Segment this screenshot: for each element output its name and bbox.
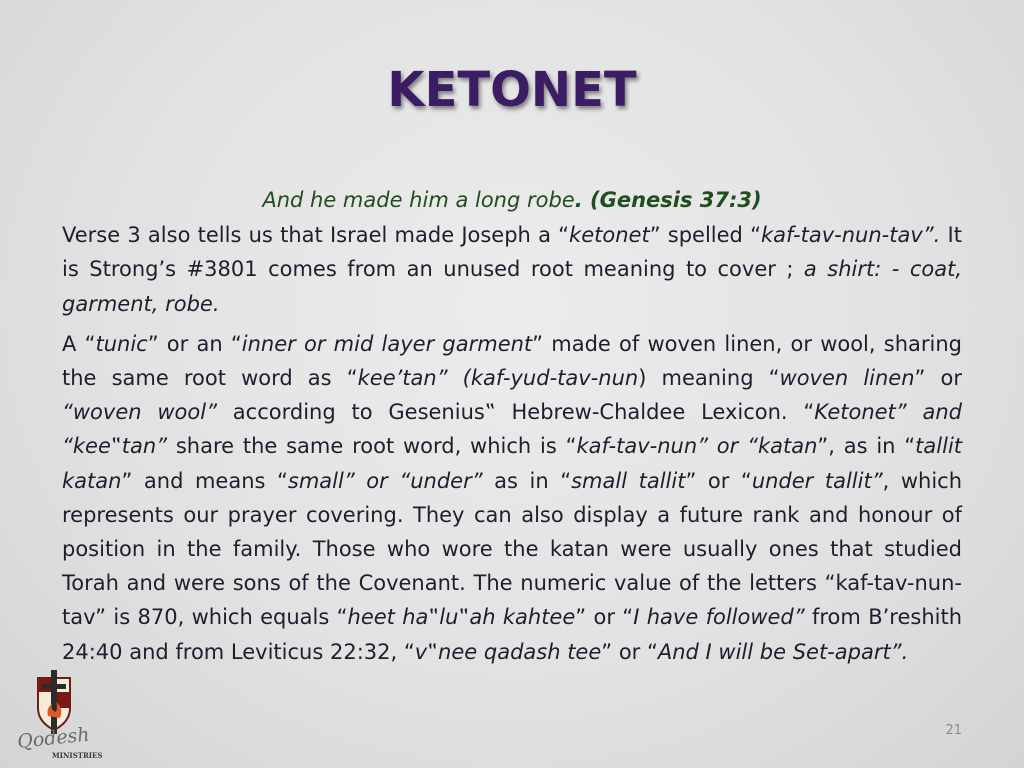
- p2-text-1: A “: [62, 331, 96, 356]
- p2-italic-13: I have followed”: [633, 605, 805, 630]
- logo-wordmark: Qodesh: [16, 723, 91, 753]
- p2-text-2: ” or an “: [147, 331, 242, 356]
- slide-title: KETONET: [387, 62, 637, 118]
- p2-text-4: ) meaning “: [638, 366, 780, 391]
- cross-icon: [51, 670, 57, 734]
- p2-italic-6: Ketonet” and “kee‟tan”: [62, 400, 962, 459]
- p2-italic-7: kaf-tav-nun” or “katan: [576, 434, 818, 459]
- p1-italic-definition: a shirt: - coat, garment, robe.: [62, 257, 962, 316]
- slide-body: [62, 183, 962, 675]
- p1-text-2: ” spelled “: [649, 223, 761, 248]
- p2-italic-14: v‟nee qadash tee: [414, 639, 602, 664]
- p2-text-11: ” or “: [685, 468, 752, 493]
- p1-text-1: Verse 3 also tells us that Israel made Joseph a “: [62, 223, 570, 248]
- paragraph-2: [62, 327, 962, 669]
- logo-subtitle: MINISTRIES: [52, 751, 103, 760]
- p2-italic-5: “woven wool”: [62, 400, 217, 425]
- scripture-text: And he made him a long robe: [262, 188, 575, 212]
- p1-text-3: It is Strong’s #3801 comes from an unused root meaning to cover ;: [62, 223, 962, 282]
- p2-italic-3: kee’tan” (kaf-yud-tav-nun: [357, 366, 639, 391]
- p2-italic-9: small” or “under”: [287, 468, 483, 493]
- page-number: 21: [945, 723, 962, 738]
- p2-text-3: ” made of woven linen, or wool, sharing the same root word as “: [62, 331, 963, 391]
- p2-italic-10: small tallit: [571, 468, 686, 493]
- p2-text-7: share the same root word, which is “: [167, 434, 577, 459]
- p2-text-9: ” and means “: [121, 468, 288, 493]
- p2-text-8: ”, as in “: [817, 434, 916, 459]
- p2-italic-11: under tallit”: [751, 468, 883, 493]
- p1-italic-spelling: kaf-tav-nun-tav”.: [760, 223, 941, 248]
- p2-text-13: ” or “: [575, 605, 634, 630]
- p2-italic-12: heet ha‟lu‟ah kahtee: [347, 605, 576, 630]
- p2-text-5: ” or: [914, 366, 963, 391]
- p2-italic-1: tunic: [95, 331, 148, 356]
- p2-text-14: from B’reshith 24:40 and from Leviticus 22:32, “: [62, 605, 963, 664]
- p2-text-10: as in “: [482, 468, 572, 493]
- p2-italic-15: And I will be Set-apart”.: [657, 639, 909, 664]
- scripture-quote: [62, 183, 962, 217]
- p2-text-15: ” or “: [601, 639, 658, 664]
- p2-italic-2: inner or mid layer garment: [241, 331, 533, 356]
- scripture-reference: . (Genesis 37:3): [574, 188, 762, 212]
- p2-text-6: according to Gesenius‟ Hebrew-Chaldee Lexicon. “: [216, 400, 815, 425]
- p1-italic-ketonet: ketonet: [569, 223, 650, 248]
- p2-italic-4: woven linen: [779, 366, 915, 391]
- paragraph-1: [62, 218, 962, 321]
- qodesh-ministries-logo: [12, 670, 103, 762]
- p2-italic-8: tallit katan: [62, 434, 963, 493]
- p2-text-12: , which represents our prayer covering. They can also display a future rank and honour of position in the family. Those who wore the katan were usually ones that studied Torah and were sons of the Covenant. The numeric value of the letters “kaf-tav-nun-tav” is 870, which equals “: [62, 468, 963, 630]
